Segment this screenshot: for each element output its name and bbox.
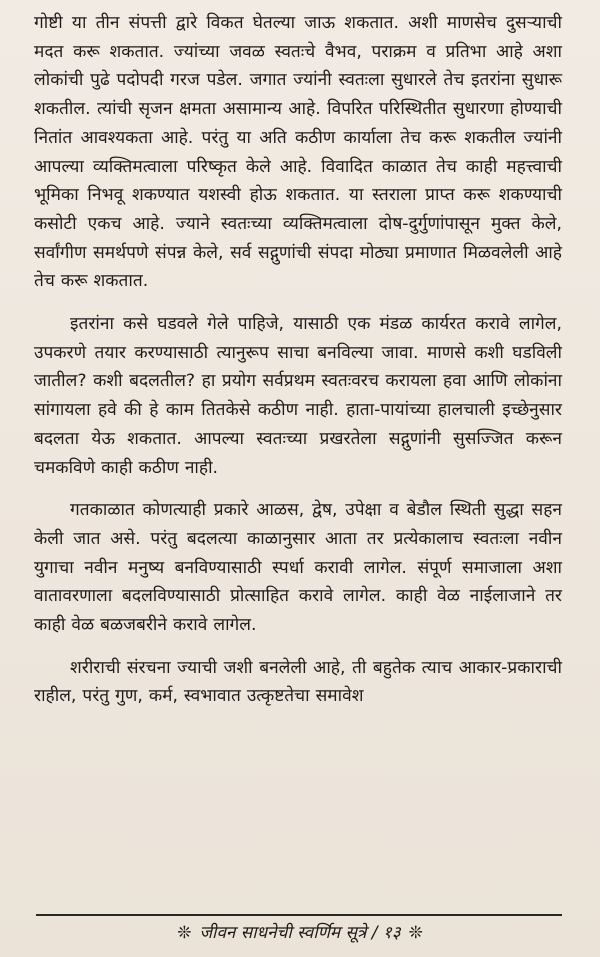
- page-body: [34, 9, 562, 725]
- paragraph-1: गोष्टी या तीन संपत्ती द्वारे विकत घेतल्या जाऊ शकतात. अशी माणसेच दुसऱ्याची मदत करू शकतात. ज्यांच्या जवळ स्वतःचे वैभव, पराक्रम व प्रतिभा आहे अशा लोकांची पुढे पदोपदी गरज पडेल. जगात ज्यांनी स्वतःला सुधारले तेच इतरांना सुधारू शकतील. त्यांची सृजन क्षमता असामान्य आहे. विपरित परिस्थितीत सुधारणा होण्याची नितांत आवश्यकता आहे. परंतु या अति कठीण कार्याला तेच करू शकतील ज्यांनी आपल्या व्यक्तिमत्वाला परिष्कृत केले आहे. विवादित काळात तेच काही महत्त्वाची भूमिका निभवू शकण्यात यशस्वी होऊ शकतात. या स्तराला प्राप्त करू शकण्याची कसोटी एकच आहे. ज्याने स्वतःच्या व्यक्तिमत्वाला दोष-दुर्गुणांपासून मुक्त केले, सर्वांगीण समर्थपणे संपन्न केले, सर्व सद्गुणांची संपदा मोठ्या प्रमाणात मिळवलेली आहे तेच करू शकतात.: [34, 13, 562, 292]
- footer-ornament-right-icon: ❊: [408, 923, 423, 943]
- footer-ornament-left-icon: ❊: [177, 923, 192, 943]
- paragraph-2: इतरांना कसे घडवले गेले पाहिजे, यासाठी एक मंडळ कार्यरत करावे लागेल, उपकरणे तयार करण्यासाठी त्यानुरूप साचा बनविल्या जावा. माणसे कशी घडविली जातील? कशी बदलतील? हा प्रयोग सर्वप्रथम स्वतःवरच करायला हवा आणि लोकांना सांगायला हवे की हे काम तितकेसे कठीण नाही. हाता-पायांच्या हालचाली इच्छेनुसार बदलता येऊ शकतात. आपल्या स्वतःच्या प्रखरतेला सद्गुणांनी सुसज्जित करून चमकविणे काही कठीण नाही.: [34, 314, 562, 478]
- footer-text: जीवन साधनेची स्वर्णिम सूत्रे / १३: [199, 923, 401, 943]
- page-footer: [0, 921, 600, 945]
- footer-divider: [36, 914, 562, 916]
- paragraph-4: शरीराची संरचना ज्याची जशी बनलेली आहे, ती बहुतेक त्याच आकार-प्रकाराची राहील, परंतु गुण, कर्म, स्वभावात उत्कृष्टतेचा समावेश: [34, 657, 562, 707]
- paragraph-3: गतकाळात कोणत्याही प्रकारे आळस, द्वेष, उपेक्षा व बेडौल स्थिती सुद्धा सहन केली जात असे. परंतु बदलत्या काळानुसार आता तर प्रत्येकालाच स्वतःला नवीन युगाचा नवीन मनुष्य बनविण्यासाठी स्पर्धा करावी लागेल. संपूर्ण समाजाला अशा वातावरणाला बदलविण्यासाठी प्रोत्साहित करावे लागेल. काही वेळ नाईलाजाने तर काही वेळ बळजबरीने करावे लागेल.: [34, 500, 562, 636]
